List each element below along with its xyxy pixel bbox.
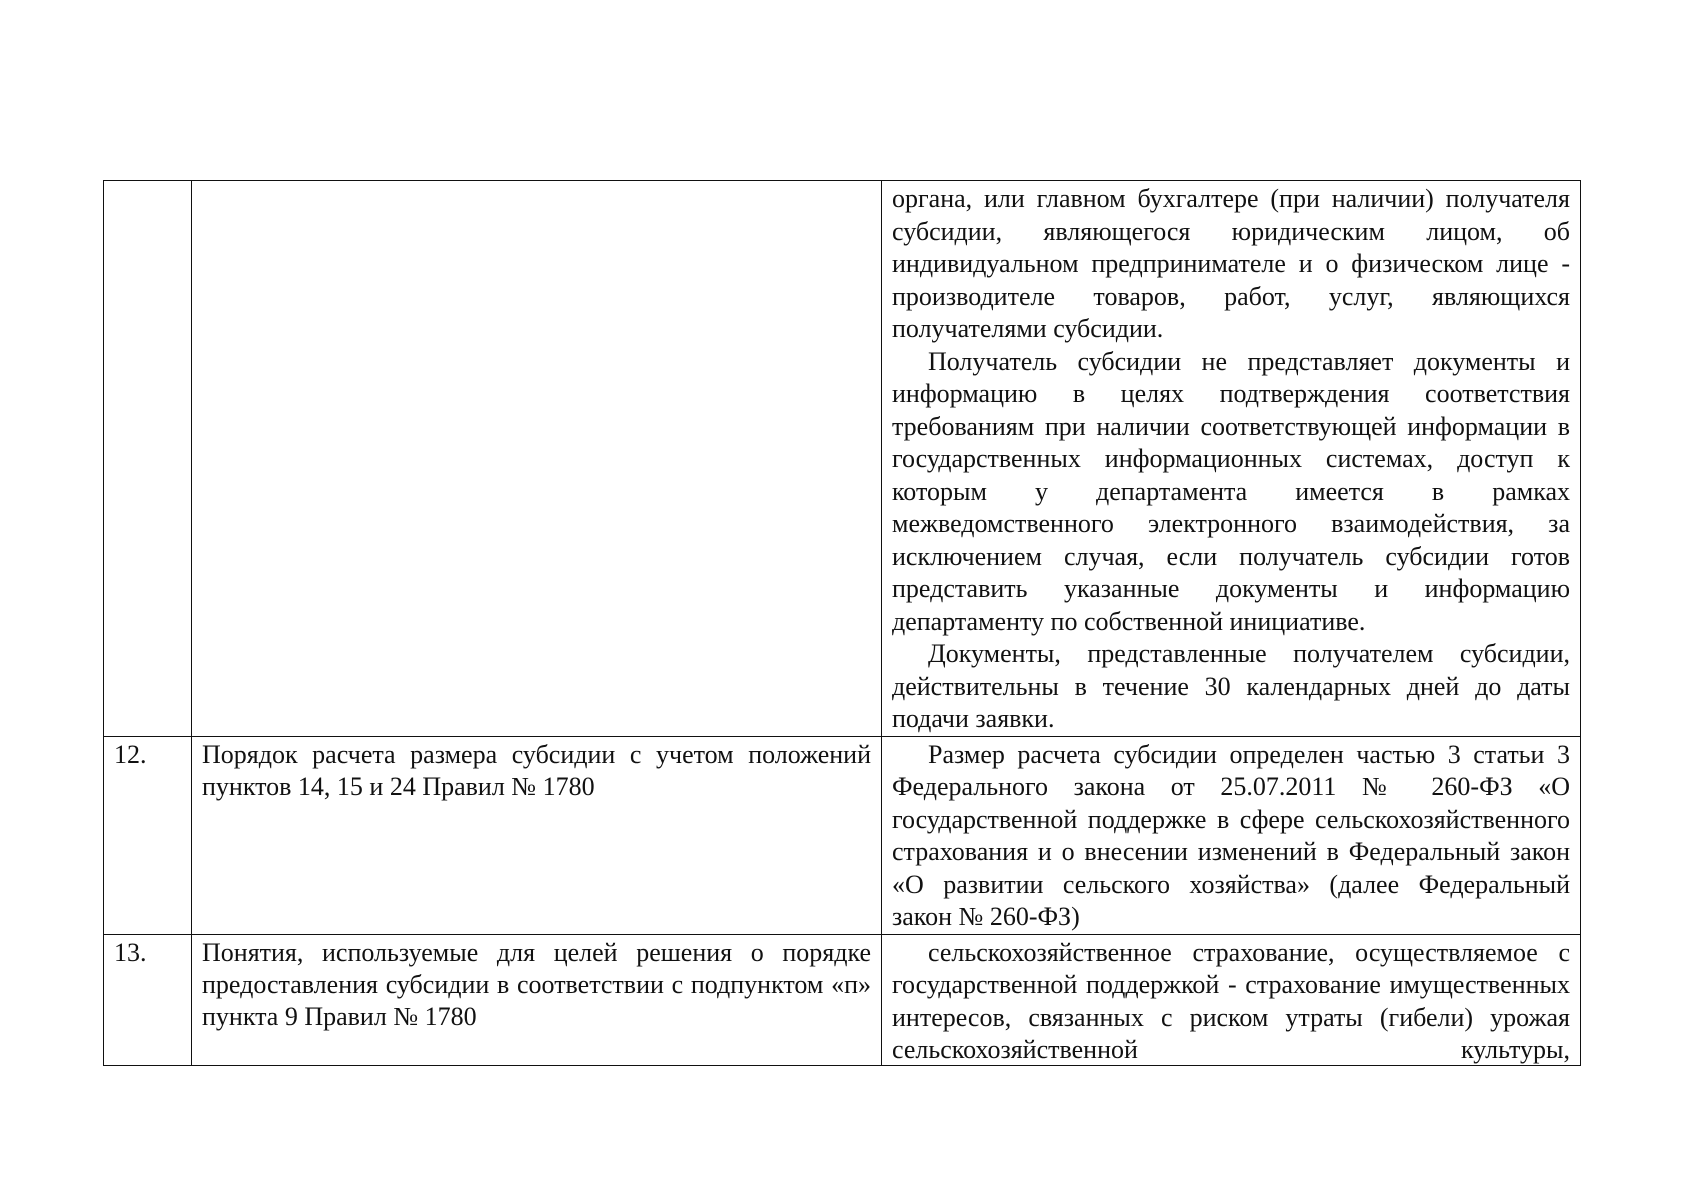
row-number-cell — [104, 181, 192, 737]
content-paragraph: сельскохозяйственное страхование, осуществляемое с государственной поддержкой - страхование имущественных интересов, связанных с риском утраты (гибели) урожая сельскохозяйственной культуры, — [892, 937, 1570, 1064]
row-content-cell — [882, 934, 1581, 1065]
table-row-13 — [104, 934, 1581, 1065]
row-label-cell — [192, 736, 882, 934]
document-table — [103, 180, 1581, 1066]
content-clip — [892, 937, 1570, 1065]
content-paragraph: органа, или главном бухгалтере (при наличии) получателя субсидии, являющегося юридическим лицом, об индивидуальном предпринимателе и о физическом лице - производителе товаров, работ, услуг, являющихся получателями субсидии. — [892, 184, 1570, 343]
row-number-cell — [104, 736, 192, 934]
row-label: Порядок расчета размера субсидии с учетом положений пунктов 14, 15 и 24 Правил № 1780 — [202, 739, 871, 801]
row-label-cell — [192, 181, 882, 737]
row-number: 12. — [114, 739, 147, 769]
content-paragraph: Получатель субсидии не представляет документы и информацию в целях подтверждения соответствия требованиям при наличии соответствующей информации в государственных информационных системах, доступ к которым у департамента имеется в рамках межведомственного электронного взаимодействия, за исключением случая, если получатель субсидии готов представить указанные документы и информацию департаменту по собственной инициативе. — [892, 346, 1570, 636]
row-label-cell — [192, 934, 882, 1065]
row-content-cell — [882, 736, 1581, 934]
content-paragraph: Документы, представленные получателем субсидии, действительны в течение 30 календарных дней до даты подачи заявки. — [892, 639, 1570, 733]
content-paragraph: Размер расчета субсидии определен частью 3 статьи 3 Федерального закона от 25.07.2011 № 260-ФЗ «О государственной поддержке в сфере сельскохозяйственного страхования и о внесении изменений в Федеральный закон «О развитии сельского хозяйства» (далее Федеральный закон № 260-ФЗ) — [892, 739, 1570, 931]
row-content-cell — [882, 181, 1581, 737]
table-row-12 — [104, 736, 1581, 934]
row-number: 13. — [114, 937, 147, 967]
row-number-cell — [104, 934, 192, 1065]
row-label: Понятия, используемые для целей решения о порядке предоставления субсидии в соответствии с подпунктом «п» пункта 9 Правил № 1780 — [202, 937, 871, 1031]
table-row-continuation — [104, 181, 1581, 737]
